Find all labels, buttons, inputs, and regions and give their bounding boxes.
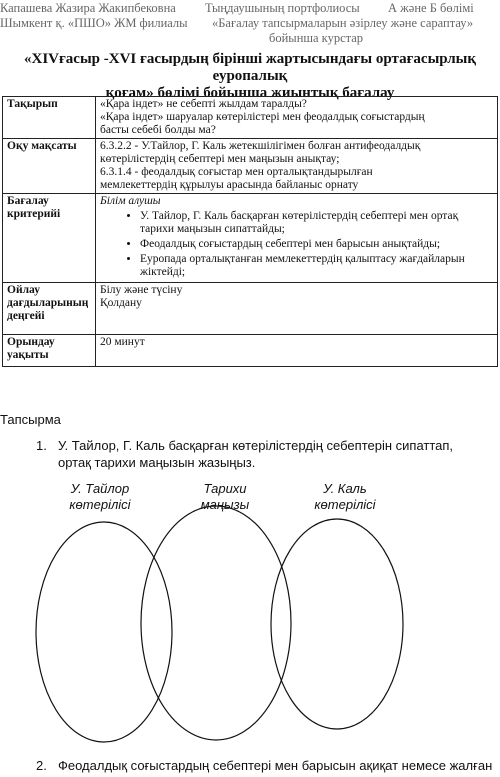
- header-course-cont: бойынша курстар: [269, 31, 364, 45]
- venn-label-left-line-1: У. Тайлор: [70, 481, 130, 496]
- criteria-label: [3, 194, 96, 283]
- skills-label-line-3: деңгейі: [7, 310, 45, 322]
- venn-circle-middle[interactable]: [141, 506, 291, 740]
- topic-line-1: «Қара індет» не себепті жылдам таралды?: [100, 98, 307, 110]
- time-value: 20 минут: [96, 335, 498, 367]
- objective-line-4: мемлекеттердің құрылуы арасында байланыс орнату: [100, 179, 359, 191]
- task-item-2-number: 2.: [36, 758, 47, 773]
- topic-line-3: басты себебі болды ма?: [100, 124, 216, 136]
- venn-label-middle-line-2: маңызы: [200, 497, 250, 512]
- task-item-1-number: 1.: [36, 438, 47, 453]
- skills-label-line-2: дағдыларының: [7, 297, 89, 309]
- time-label-line-1: Орындау: [7, 336, 55, 348]
- title-line-2: қоғам» бөлімі бойынша жиынтық бағалау: [105, 85, 395, 101]
- criteria-list: [100, 210, 493, 279]
- skills-label: [3, 283, 96, 335]
- task-item-2: [36, 757, 491, 774]
- header-portfolio: Тыңдаушының портфолиосы: [205, 1, 360, 15]
- criteria-item: • Феодалдық соғыстардың себептері мен барысын анықтайды;: [140, 238, 493, 251]
- assessment-info-table: [2, 96, 498, 367]
- venn-label-left-line-2: көтерілісі: [69, 497, 131, 512]
- task-item-1-line-2: ортақ тарихи маңызын жазыңыз.: [58, 455, 256, 470]
- skills-line-2: Қолдану: [100, 297, 142, 309]
- criteria-item: • Еуропада орталықтанған мемлекеттердің қалыптасу жағдайларын жіктейді;: [140, 253, 493, 279]
- topic-value: [96, 97, 498, 139]
- header-author: Капашева Жазира Жакипбековна: [0, 1, 176, 15]
- task-item-2-text: Феодалдық соғыстардың себептері мен барысын ақиқат немесе жалған: [58, 758, 493, 773]
- criteria-intro: Білім алушы: [100, 195, 161, 207]
- venn-diagram: [0, 505, 500, 750]
- topic-line-2: «Қара індет» шаруалар көтерілістері мен феодалдық соғыстардың: [100, 111, 425, 123]
- skills-value: [96, 283, 498, 335]
- topic-row: [3, 97, 498, 139]
- objective-line-1: 6.3.2.2 - У.Тайлор, Г. Каль жетекшілігімен болған антифеодалдық: [100, 140, 421, 152]
- topic-label: Тақырып: [3, 97, 96, 139]
- objective-row: [3, 139, 498, 194]
- header-course: «Бағалау тапсырмаларын әзірлеу және сараптау»: [212, 16, 474, 30]
- objective-label: Оқу мақсаты: [3, 139, 96, 194]
- header-section: А және Б бөлімі: [388, 1, 474, 15]
- venn-circle-left[interactable]: [36, 522, 172, 742]
- objective-value: [96, 139, 498, 194]
- header-branch: Шымкент қ. «ПШО» ЖМ филиалы: [0, 16, 188, 30]
- objective-line-2: көтерілістердің себептері мен маңызын анықтау;: [100, 153, 340, 165]
- objective-line-3: 6.3.1.4 - феодалдық соғыстар мен орталықтандырылған: [100, 166, 373, 178]
- time-label-line-2: уақыты: [7, 349, 49, 361]
- task-item-1-line-1: У. Тайлор, Г. Каль басқарған көтерілістердің себептерін сипаттап,: [58, 438, 454, 453]
- venn-label-right-line-1: У. Каль: [323, 481, 367, 496]
- criteria-item: • У. Тайлор, Г. Каль басқарған көтерілістердің себептері мен ортақ тарихи маңызын сипаттайды;: [140, 210, 493, 236]
- venn-label-right-line-2: көтерілісі: [314, 497, 376, 512]
- task-item-1: [36, 437, 491, 471]
- time-label: [3, 335, 96, 367]
- venn-label-middle-line-1: Тарихи: [203, 481, 247, 496]
- criteria-label-line-1: Бағалау: [7, 195, 49, 207]
- time-row: [3, 335, 498, 367]
- page-title: [0, 51, 500, 102]
- skills-row: [3, 283, 498, 335]
- skills-line-1: Білу және түсіну: [100, 284, 183, 296]
- task-heading: Тапсырма: [0, 412, 61, 427]
- title-line-1: «XIVғасыр -XVI ғасырдың бірінші жартысындағы ортағасырлық еуропалық: [23, 51, 477, 84]
- criteria-row: [3, 194, 498, 283]
- criteria-label-line-2: критерийі: [7, 208, 61, 220]
- skills-label-line-1: Ойлау: [7, 284, 40, 296]
- criteria-value: [96, 194, 498, 283]
